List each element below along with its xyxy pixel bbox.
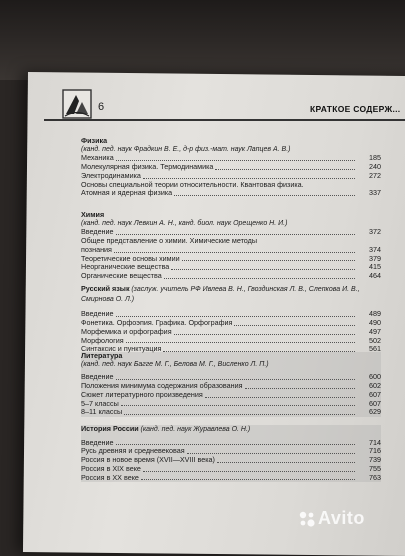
toc-label: Фонетика. Орфоэпия. Графика. Орфография [81, 318, 233, 328]
toc-label: Общее представление о химии. Химические методы [81, 236, 258, 246]
toc-label: Введение [81, 309, 114, 319]
toc-page: 763 [369, 472, 381, 482]
toc-page: 272 [369, 170, 381, 180]
toc-label: Положения минимума содержания образования [81, 381, 243, 391]
toc-page: 602 [369, 381, 381, 391]
toc-section-russian [81, 285, 381, 354]
toc-label: Русь древняя и средневековая [81, 446, 185, 456]
toc-label: Введение [81, 372, 114, 382]
toc-page: 739 [369, 455, 381, 465]
toc-label: Атомная и ядерная физика [81, 188, 173, 198]
toc-page: 185 [369, 153, 381, 163]
toc-page: 600 [369, 372, 381, 382]
toc-page: 240 [369, 162, 381, 172]
toc-row[interactable] [81, 328, 381, 337]
toc-page: 372 [369, 227, 381, 237]
toc-label: Неорганические вещества [81, 262, 170, 272]
toc-row[interactable] [81, 400, 381, 409]
toc-row[interactable] [81, 408, 381, 417]
toc-label: Механика [81, 153, 114, 163]
toc-row[interactable] [81, 272, 381, 281]
toc-label: Молекулярная физика. Термодинамика [81, 162, 214, 172]
toc-section-history [81, 425, 381, 482]
toc-row[interactable] [81, 189, 381, 198]
toc-page: 379 [369, 253, 381, 263]
toc-page: 502 [369, 335, 381, 345]
toc-label: Синтаксис и пунктуация [81, 344, 162, 354]
toc-label: Морфемика и орфография [81, 326, 172, 336]
toc-page: 497 [369, 326, 381, 336]
avito-dots-icon [298, 510, 316, 528]
section-title: Русский язык [81, 284, 130, 293]
toc-row[interactable] [81, 237, 381, 246]
section-authors: (канд. пед. наук Журавлева О. Н.) [140, 426, 251, 433]
toc-page: 490 [369, 318, 381, 328]
toc-row[interactable] [81, 391, 381, 400]
toc-page: 714 [369, 437, 381, 447]
toc-label: Введение [81, 227, 114, 237]
section-title: Химия [81, 210, 105, 219]
toc-page: 415 [369, 262, 381, 272]
toc-page: 629 [369, 407, 381, 417]
toc-label: познания [81, 244, 112, 254]
background-dark [0, 0, 405, 80]
section-authors: (канд. пед. наук Фрадкин В. Е., д-р физ.-мат. наук Лапцев А. В.) [81, 145, 291, 153]
running-header-title: КРАТКОЕ СОДЕРЖ... [310, 104, 401, 114]
section-authors: (заслуж. учитель РФ Ивлева В. Н., Гвоздинская Л. В., Слепкова И. В., Смирнова О. Л.) [81, 286, 360, 303]
section-heading-line [81, 285, 381, 304]
section-title: История России [81, 424, 139, 433]
header-rule [44, 119, 405, 121]
toc-page: 561 [369, 344, 381, 354]
toc-page: 337 [369, 188, 381, 198]
toc-label: Теоретические основы химии [81, 253, 180, 263]
toc-row[interactable] [81, 474, 381, 483]
toc-label: Россия в XIX веке [81, 463, 141, 473]
toc-page: 489 [369, 309, 381, 319]
toc-page: 755 [369, 463, 381, 473]
toc-section-chemistry [81, 211, 381, 281]
toc-page: 716 [369, 446, 381, 456]
toc-label: 8–11 классы [81, 407, 123, 417]
toc-label: Россия в XX веке [81, 472, 139, 482]
section-title: Физика [81, 136, 108, 145]
toc-page: 607 [369, 389, 381, 399]
toc-section-literature [81, 352, 381, 417]
toc-page: 607 [369, 398, 381, 408]
toc-label: Основы специальной теории относительности. Квантовая физика. [81, 179, 304, 189]
toc-label: Введение [81, 437, 114, 447]
section-authors: (канд. пед. наук Левкин А. Н., канд. биол. наук Орещенко Н. И.) [81, 219, 288, 227]
toc-label: Россия в новое время (XVII—XVIII века) [81, 455, 215, 465]
toc-label: Морфология [81, 335, 124, 345]
page-number: 6 [98, 101, 105, 113]
toc-label: Органические вещества [81, 270, 162, 280]
section-title: Литература [81, 351, 123, 360]
toc-label: Электродинамика [81, 170, 141, 180]
section-authors: (канд. пед. наук Багге М. Г., Белова М. Г., Висленко Л. П.) [81, 360, 269, 368]
toc-page: 374 [369, 244, 381, 254]
section-heading-line [81, 425, 381, 435]
book-logo-icon [62, 89, 92, 119]
toc-label: 5–7 классы [81, 398, 119, 408]
avito-watermark: Avito [318, 508, 365, 528]
toc-page: 464 [369, 270, 381, 280]
toc-label: Сюжет литературного произведения [81, 389, 203, 399]
toc-section-physics [81, 137, 381, 198]
